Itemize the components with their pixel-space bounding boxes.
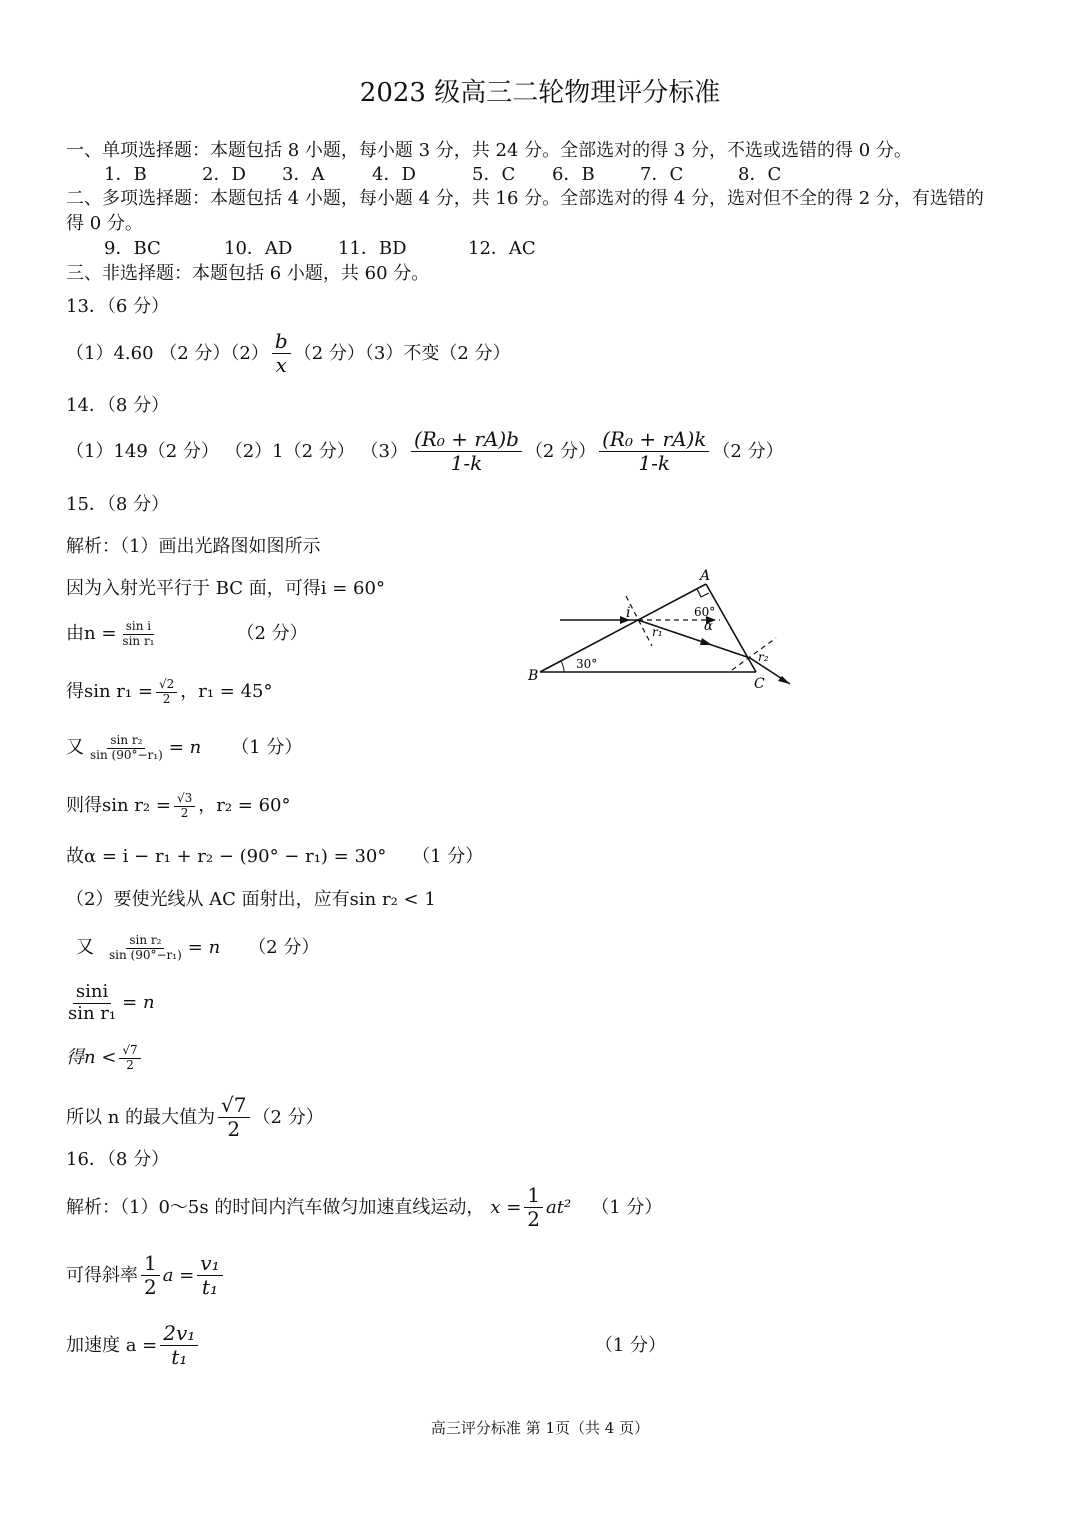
q15-l10-frac: [65, 982, 119, 1024]
q15-l6-den: 2: [180, 805, 189, 820]
label-60: 60°: [694, 605, 716, 619]
section3-heading: 三、非选择题：本题包括 6 小题，共 60 分。: [66, 263, 430, 284]
q15-l5-score: （1 分）: [231, 737, 303, 759]
q13-part1: （1）4.60 （2 分）（2）: [66, 342, 269, 364]
answer-1: 1．B: [104, 164, 147, 185]
q15-l10-post: = n: [122, 992, 155, 1014]
answer-7: 7．C: [640, 164, 684, 185]
q15-l9-frac: [106, 934, 185, 963]
arrow-icon: [700, 638, 712, 645]
q16-line2: [66, 1252, 226, 1299]
q15-line11: [66, 1044, 144, 1073]
q15-l4-post: ，r₁ = 45°: [180, 681, 273, 703]
q15-l9-pre: 又: [76, 937, 94, 959]
q15-l12-score: （2 分）: [252, 1106, 324, 1128]
section2-heading-line2: 得 0 分。: [66, 213, 143, 234]
label-b: B: [528, 668, 539, 684]
q15-line12: [66, 1094, 324, 1141]
q14-part2: （2 分）: [524, 440, 597, 462]
q13-frac-num: b: [272, 330, 291, 354]
q15-l5-post: = n: [168, 737, 202, 759]
q13-frac-den: x: [275, 353, 287, 377]
q16-l1-frac: [524, 1184, 543, 1231]
q16-l3-num: 2v₁: [160, 1322, 198, 1346]
label-c: C: [754, 676, 765, 692]
q16-l2-frac1: [141, 1252, 160, 1299]
answer-11: 11．BD: [338, 238, 407, 259]
label-i: i: [626, 605, 631, 621]
q16-l1-num: 1: [524, 1184, 543, 1208]
q15-l4-den: 2: [162, 691, 171, 706]
q15-l9-den: sin (90°−r₁): [109, 947, 182, 962]
q15-l9-num: sin r₂: [126, 934, 164, 949]
answer-9: 9．BC: [104, 238, 161, 259]
q15-l7-eq: 故α = i − r₁ + r₂ − (90° − r₁) = 30°: [66, 846, 387, 867]
q15-l11-pre: 得n <: [66, 1047, 117, 1069]
q15-l9-post: = n: [187, 937, 221, 959]
q15-l3-den: sin r₁: [122, 633, 155, 648]
q15-l7-score: （1 分）: [412, 846, 484, 867]
q15-line1: 解析：（1）画出光路图如图所示: [66, 536, 321, 557]
q15-line2: 因为入射光平行于 BC 面，可得i = 60°: [66, 578, 385, 599]
edge-ab: [540, 584, 706, 672]
q13-answer-line: [66, 330, 511, 377]
label-alpha: α: [704, 619, 713, 634]
q15-l5-num: sin r₂: [107, 734, 145, 749]
q16-line3: [66, 1322, 666, 1369]
q16-l2-frac2: [197, 1252, 222, 1299]
q16-l3-score: （1 分）: [594, 1334, 666, 1356]
answer-10: 10．AD: [224, 238, 293, 259]
q16-l3-pre: 加速度 a =: [66, 1334, 158, 1356]
q14-part1: （1）149（2 分） （2）1（2 分） （3）: [66, 440, 408, 462]
q15-l10-num: sini: [73, 982, 111, 1004]
q15-l10-den: sin r₁: [68, 1002, 117, 1024]
q13-part2: （2 分）（3）不变（2 分）: [293, 342, 511, 364]
q16-line1: [66, 1184, 662, 1231]
q16-l1-text: 解析：（1）0～5s 的时间内汽车做匀加速直线运动，: [66, 1196, 485, 1218]
q14-label: 14．（8 分）: [66, 395, 170, 416]
normal-ab: [626, 596, 652, 646]
answer-5: 5．C: [472, 164, 516, 185]
q15-line5: [66, 734, 302, 763]
q15-l6-pre: 则得sin r₂ =: [66, 795, 171, 817]
q15-l11-den: 2: [126, 1057, 134, 1072]
q16-l2-num2: v₁: [197, 1252, 222, 1276]
q16-l3-frac: [160, 1322, 198, 1369]
light-path-diagram: [520, 560, 810, 700]
section1-heading: 一、单项选择题：本题包括 8 小题，每小题 3 分，共 24 分。全部选对的得 3 分，不选或选错的得 0 分。: [66, 140, 912, 161]
q15-l5-pre: 又: [66, 737, 84, 759]
answer-3: 3．A: [282, 164, 325, 185]
q14-frac2-num: (R₀ + rA)k: [599, 428, 709, 452]
q15-l9-score: （2 分）: [248, 937, 320, 959]
q15-line4: [66, 678, 272, 707]
label-r1: r₁: [652, 625, 663, 639]
q15-l4-pre: 得sin r₁ =: [66, 681, 153, 703]
q14-part3: （2 分）: [712, 440, 784, 462]
answer-8: 8．C: [738, 164, 782, 185]
angle-arc-b: [561, 661, 564, 672]
q16-l1-den: 2: [527, 1207, 541, 1231]
page-footer: 高三评分标准 第 1页（共 4 页）: [430, 1419, 650, 1437]
q16-l3-den: t₁: [171, 1345, 188, 1369]
q14-frac2-den: 1-k: [638, 451, 671, 475]
q15-l4-num: √2: [156, 678, 177, 693]
q16-l2-mid: a =: [162, 1264, 195, 1286]
q15-l3-pre: 由n =: [66, 623, 117, 645]
q14-frac1-den: 1-k: [450, 451, 483, 475]
q15-line9: [76, 934, 319, 963]
q16-l2-den1: 2: [144, 1275, 157, 1299]
q15-line10: [62, 982, 155, 1024]
section2-heading-line1: 二、多项选择题：本题包括 4 小题，每小题 4 分，共 16 分。全部选对的得 4 分，选对但不全的得 2 分，有选错的: [66, 188, 984, 209]
q16-l1-eq-post: at²: [546, 1196, 572, 1218]
q14-fraction1: [411, 428, 522, 475]
q15-l3-num: sin i: [123, 620, 154, 635]
label-30: 30°: [576, 657, 598, 671]
q16-l2-den2: t₁: [201, 1275, 218, 1299]
q15-line8: （2）要使光线从 AC 面射出，应有sin r₂ < 1: [66, 889, 436, 910]
q15-line7: [66, 846, 483, 868]
q15-line6: [66, 792, 290, 821]
q16-l1-eq-pre: x =: [490, 1196, 522, 1218]
q15-l4-frac: [156, 678, 177, 707]
q15-l11-num: √7: [119, 1044, 140, 1059]
q16-l2-num1: 1: [141, 1252, 160, 1276]
answer-2: 2．D: [202, 164, 246, 185]
answer-12: 12．AC: [468, 238, 536, 259]
q15-l5-frac: [87, 734, 166, 763]
label-a: A: [700, 568, 711, 584]
page-title: 2023 级高三二轮物理评分标准: [359, 78, 721, 108]
answer-4: 4．D: [372, 164, 416, 185]
q15-l12-num: √7: [218, 1094, 249, 1118]
q15-l12-frac: [218, 1094, 249, 1141]
q14-answer-line: [66, 428, 784, 475]
q16-l1-score: （1 分）: [591, 1196, 663, 1218]
q14-frac1-num: (R₀ + rA)b: [411, 428, 522, 452]
q15-l12-den: 2: [227, 1117, 241, 1141]
answer-6: 6．B: [552, 164, 595, 185]
q15-line3: [66, 620, 308, 649]
q16-l2-pre: 可得斜率: [66, 1264, 138, 1286]
q15-l6-num: √3: [174, 792, 195, 807]
label-r2: r₂: [758, 650, 769, 664]
q15-l3-score: （2 分）: [236, 623, 308, 645]
q15-l12-pre: 所以 n 的最大值为: [66, 1106, 216, 1128]
q15-l6-frac: [174, 792, 195, 821]
right-angle-mark: [697, 589, 709, 597]
q13-fraction: [272, 330, 291, 377]
q14-fraction2: [599, 428, 709, 475]
q15-l5-den: sin (90°−r₁): [90, 747, 163, 762]
q15-l3-frac: [119, 620, 157, 649]
q13-label: 13．（6 分）: [66, 296, 170, 317]
q15-l11-frac: [119, 1044, 140, 1073]
q15-label: 15．（8 分）: [66, 494, 170, 515]
edge-ac: [706, 584, 756, 672]
q15-l6-post: ，r₂ = 60°: [198, 795, 291, 817]
q16-label: 16．（8 分）: [66, 1149, 170, 1170]
